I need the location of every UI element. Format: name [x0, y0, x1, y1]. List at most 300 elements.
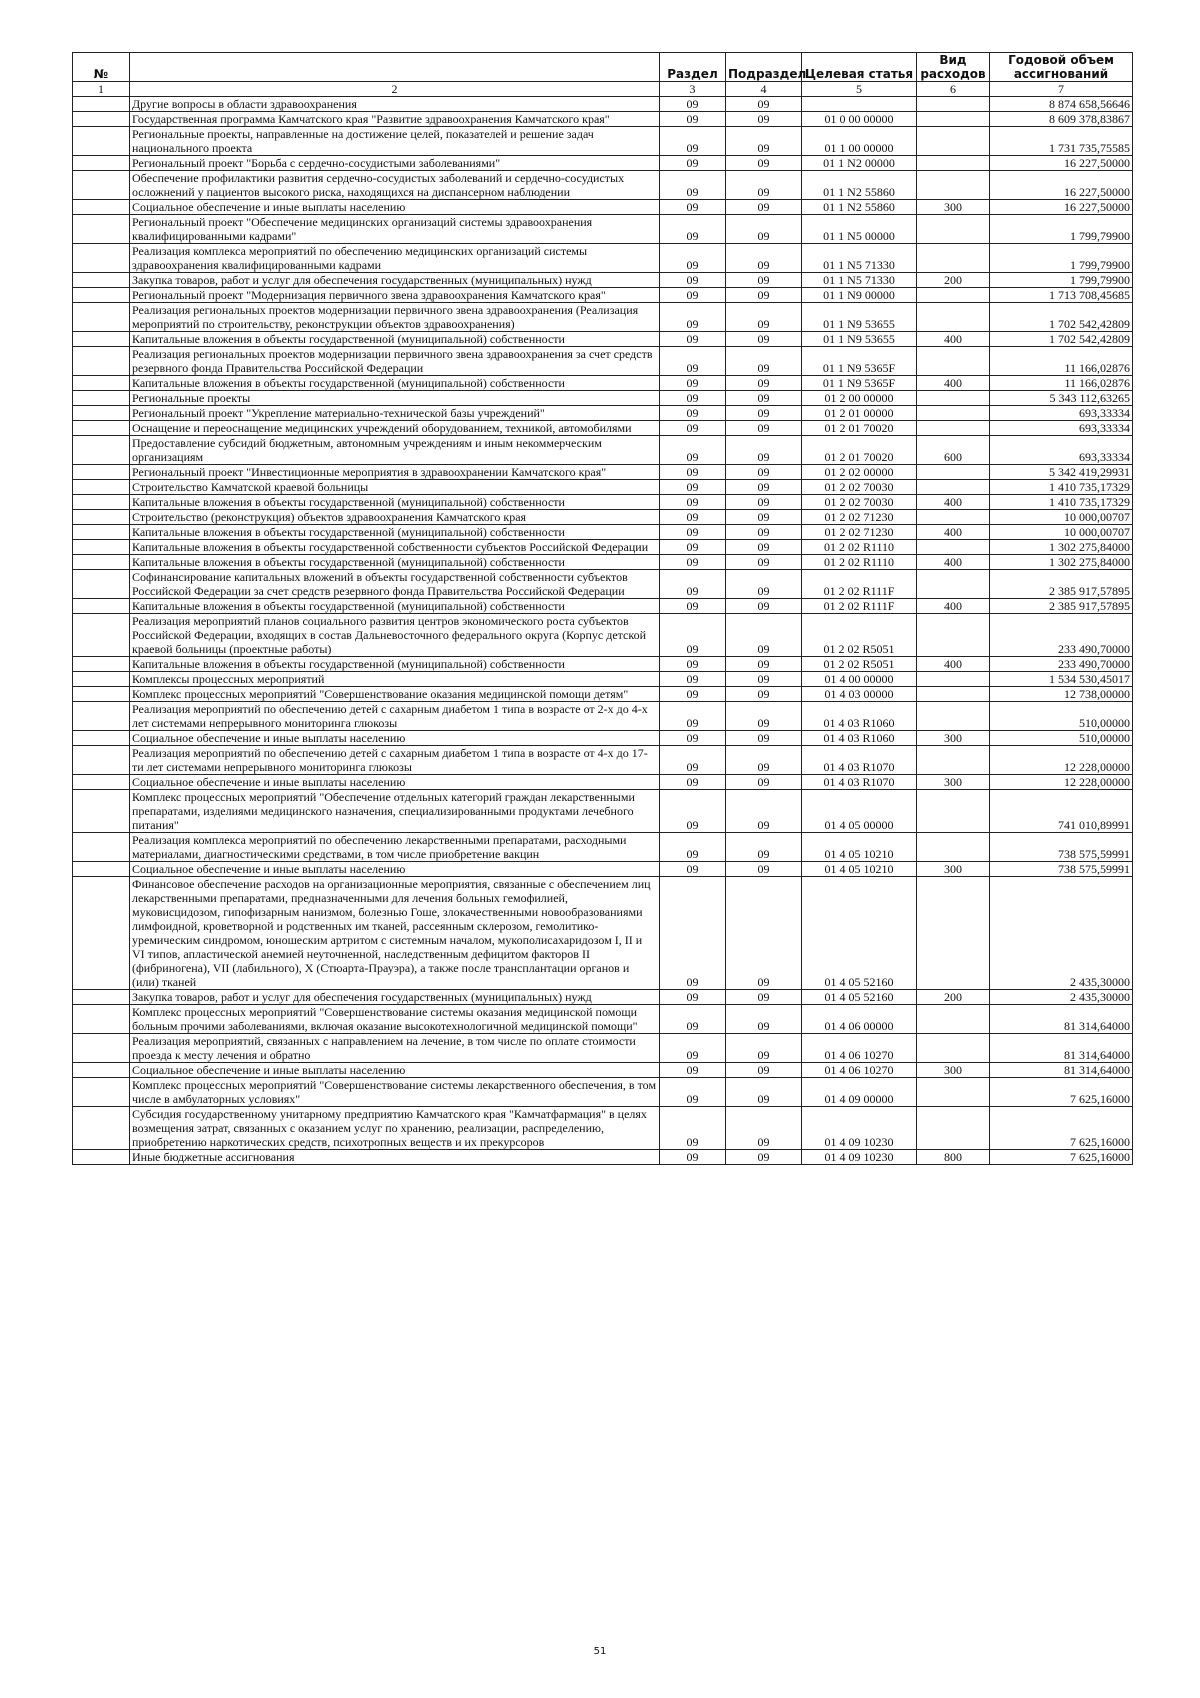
row-target-cell: 01 4 05 10210	[802, 833, 917, 862]
row-name-cell: Социальное обеспечение и иные выплаты населению	[130, 200, 660, 215]
row-name-cell: Реализация мероприятий планов социального развития центров экономического роста субъектов Российской Федерации, входящих в состав Дальневосточного федерального округа (Корпус детской краевой больницы (проектные работы)	[130, 614, 660, 657]
row-amount-cell: 1 799,79900	[990, 244, 1133, 273]
header-number: 7	[990, 82, 1133, 97]
table-row	[73, 273, 1133, 288]
row-amount-cell: 10 000,00707	[990, 510, 1133, 525]
row-amount-cell: 10 000,00707	[990, 525, 1133, 540]
row-number-cell	[73, 877, 130, 990]
row-name-cell: Социальное обеспечение и иные выплаты населению	[130, 775, 660, 790]
row-kind-cell	[917, 347, 990, 376]
row-section-cell: 09	[660, 465, 726, 480]
row-kind-cell: 300	[917, 731, 990, 746]
row-subsection-cell: 09	[726, 877, 802, 990]
table-row	[73, 1005, 1133, 1034]
row-subsection-cell: 09	[726, 171, 802, 200]
row-target-cell: 01 1 N9 00000	[802, 288, 917, 303]
row-name-cell: Закупка товаров, работ и услуг для обеспечения государственных (муниципальных) нужд	[130, 273, 660, 288]
table-row	[73, 1150, 1133, 1165]
table-row	[73, 332, 1133, 347]
row-amount-cell: 510,00000	[990, 731, 1133, 746]
row-number-cell	[73, 1034, 130, 1063]
row-target-cell: 01 4 05 52160	[802, 877, 917, 990]
row-section-cell: 09	[660, 731, 726, 746]
row-section-cell: 09	[660, 156, 726, 171]
row-name-cell: Региональный проект "Обеспечение медицинских организаций системы здравоохранения квалифицированными кадрами"	[130, 215, 660, 244]
row-amount-cell: 81 314,64000	[990, 1005, 1133, 1034]
row-name-cell: Региональные проекты	[130, 391, 660, 406]
row-number-cell	[73, 347, 130, 376]
row-subsection-cell: 09	[726, 775, 802, 790]
row-amount-cell: 11 166,02876	[990, 347, 1133, 376]
row-number-cell	[73, 672, 130, 687]
row-name-cell: Комплекс процессных мероприятий "Совершенствование оказания медицинской помощи детям"	[130, 687, 660, 702]
row-subsection-cell: 09	[726, 391, 802, 406]
row-amount-cell: 12 738,00000	[990, 687, 1133, 702]
row-name-cell: Региональные проекты, направленные на достижение целей, показателей и решение задач национального проекта	[130, 127, 660, 156]
row-amount-cell: 1 534 530,45017	[990, 672, 1133, 687]
row-number-cell	[73, 540, 130, 555]
row-section-cell: 09	[660, 540, 726, 555]
row-subsection-cell: 09	[726, 746, 802, 775]
row-subsection-cell: 09	[726, 862, 802, 877]
row-amount-cell: 1 302 275,84000	[990, 555, 1133, 570]
row-section-cell: 09	[660, 525, 726, 540]
table-row	[73, 421, 1133, 436]
row-target-cell: 01 1 N9 53655	[802, 303, 917, 332]
row-section-cell: 09	[660, 614, 726, 657]
row-amount-cell: 5 342 419,29931	[990, 465, 1133, 480]
row-kind-cell	[917, 570, 990, 599]
header-number: 1	[73, 82, 130, 97]
row-target-cell: 01 1 N5 71330	[802, 273, 917, 288]
row-name-cell: Комплекс процессных мероприятий "Совершенствование системы оказания медицинской помощи больным прочими заболеваниями, включая оказание высокотехнологичной медицинской помощи"	[130, 1005, 660, 1034]
row-name-cell: Региональный проект "Укрепление материально-технической базы учреждений"	[130, 406, 660, 421]
row-target-cell: 01 2 02 R1110	[802, 555, 917, 570]
row-kind-cell	[917, 171, 990, 200]
row-subsection-cell: 09	[726, 1063, 802, 1078]
row-name-cell: Социальное обеспечение и иные выплаты населению	[130, 731, 660, 746]
row-section-cell: 09	[660, 112, 726, 127]
row-name-cell: Иные бюджетные ассигнования	[130, 1150, 660, 1165]
row-number-cell	[73, 480, 130, 495]
table-row	[73, 862, 1133, 877]
row-target-cell: 01 4 09 10230	[802, 1150, 917, 1165]
row-kind-cell	[917, 97, 990, 112]
row-kind-cell	[917, 1107, 990, 1150]
row-target-cell: 01 4 06 10270	[802, 1034, 917, 1063]
row-target-cell: 01 4 03 R1070	[802, 746, 917, 775]
row-subsection-cell: 09	[726, 406, 802, 421]
row-kind-cell: 400	[917, 332, 990, 347]
row-subsection-cell: 09	[726, 244, 802, 273]
row-kind-cell: 400	[917, 495, 990, 510]
row-number-cell	[73, 465, 130, 480]
row-name-cell: Капитальные вложения в объекты государственной (муниципальной) собственности	[130, 599, 660, 614]
row-subsection-cell: 09	[726, 215, 802, 244]
row-kind-cell	[917, 480, 990, 495]
row-name-cell: Оснащение и переоснащение медицинских учреждений оборудованием, техникой, автомобилями	[130, 421, 660, 436]
header-number: 3	[660, 82, 726, 97]
row-number-cell	[73, 614, 130, 657]
row-kind-cell: 400	[917, 657, 990, 672]
row-number-cell	[73, 1150, 130, 1165]
row-section-cell: 09	[660, 687, 726, 702]
table-row	[73, 303, 1133, 332]
row-target-cell: 01 4 09 00000	[802, 1078, 917, 1107]
row-section-cell: 09	[660, 570, 726, 599]
row-target-cell: 01 2 01 00000	[802, 406, 917, 421]
row-name-cell: Капитальные вложения в объекты государственной (муниципальной) собственности	[130, 495, 660, 510]
table-row	[73, 672, 1133, 687]
row-section-cell: 09	[660, 877, 726, 990]
row-number-cell	[73, 200, 130, 215]
row-subsection-cell: 09	[726, 570, 802, 599]
row-kind-cell	[917, 421, 990, 436]
row-name-cell: Строительство Камчатской краевой больницы	[130, 480, 660, 495]
row-section-cell: 09	[660, 421, 726, 436]
row-amount-cell: 8 874 658,56646	[990, 97, 1133, 112]
row-subsection-cell: 09	[726, 990, 802, 1005]
table-row	[73, 833, 1133, 862]
row-kind-cell	[917, 465, 990, 480]
row-kind-cell: 400	[917, 555, 990, 570]
row-amount-cell: 1 799,79900	[990, 273, 1133, 288]
row-amount-cell: 1 799,79900	[990, 215, 1133, 244]
row-target-cell: 01 2 02 70030	[802, 480, 917, 495]
row-name-cell: Реализация комплекса мероприятий по обеспечению медицинских организаций системы здравоохранения квалифицированными кадрами	[130, 244, 660, 273]
row-kind-cell	[917, 687, 990, 702]
table-row	[73, 731, 1133, 746]
row-target-cell: 01 4 06 00000	[802, 1005, 917, 1034]
row-number-cell	[73, 391, 130, 406]
table-row	[73, 347, 1133, 376]
row-section-cell: 09	[660, 406, 726, 421]
row-target-cell: 01 1 N5 71330	[802, 244, 917, 273]
row-subsection-cell: 09	[726, 332, 802, 347]
table-row	[73, 244, 1133, 273]
row-number-cell	[73, 171, 130, 200]
row-name-cell: Реализация региональных проектов модернизации первичного звена здравоохранения за счет средств резервного фонда Правительства Российской Федерации	[130, 347, 660, 376]
row-name-cell: Предоставление субсидий бюджетным, автономным учреждениям и иным некоммерческим организациям	[130, 436, 660, 465]
row-subsection-cell: 09	[726, 702, 802, 731]
row-subsection-cell: 09	[726, 200, 802, 215]
row-amount-cell: 693,33334	[990, 421, 1133, 436]
row-kind-cell	[917, 215, 990, 244]
row-amount-cell: 1 702 542,42809	[990, 332, 1133, 347]
row-target-cell: 01 4 05 00000	[802, 790, 917, 833]
row-number-cell	[73, 376, 130, 391]
row-amount-cell: 2 385 917,57895	[990, 599, 1133, 614]
row-number-cell	[73, 599, 130, 614]
row-target-cell: 01 1 00 00000	[802, 127, 917, 156]
table-row	[73, 687, 1133, 702]
row-target-cell: 01 4 05 52160	[802, 990, 917, 1005]
row-kind-cell	[917, 672, 990, 687]
row-amount-cell: 11 166,02876	[990, 376, 1133, 391]
row-target-cell: 01 2 01 70020	[802, 436, 917, 465]
row-subsection-cell: 09	[726, 790, 802, 833]
row-kind-cell	[917, 127, 990, 156]
row-number-cell	[73, 862, 130, 877]
row-subsection-cell: 09	[726, 731, 802, 746]
row-section-cell: 09	[660, 495, 726, 510]
table-row	[73, 127, 1133, 156]
table-body	[73, 97, 1133, 1165]
row-amount-cell: 7 625,16000	[990, 1150, 1133, 1165]
table-row	[73, 480, 1133, 495]
row-target-cell: 01 4 03 R1060	[802, 731, 917, 746]
row-number-cell	[73, 990, 130, 1005]
row-subsection-cell: 09	[726, 273, 802, 288]
row-subsection-cell: 09	[726, 436, 802, 465]
row-target-cell: 01 0 00 00000	[802, 112, 917, 127]
row-number-cell	[73, 436, 130, 465]
row-number-cell	[73, 510, 130, 525]
header-number: 6	[917, 82, 990, 97]
row-number-cell	[73, 1005, 130, 1034]
row-target-cell: 01 1 N9 5365F	[802, 347, 917, 376]
row-section-cell: 09	[660, 1150, 726, 1165]
row-kind-cell	[917, 244, 990, 273]
row-name-cell: Реализация мероприятий по обеспечению детей с сахарным диабетом 1 типа в возрасте от 4-х до 17-ти лет системами непрерывного мониторинга глюкозы	[130, 746, 660, 775]
row-amount-cell: 81 314,64000	[990, 1034, 1133, 1063]
row-section-cell: 09	[660, 1034, 726, 1063]
header-kind: Вид расходов	[917, 53, 990, 82]
row-kind-cell	[917, 540, 990, 555]
row-amount-cell: 693,33334	[990, 436, 1133, 465]
row-amount-cell: 1 731 735,75585	[990, 127, 1133, 156]
header-no: №	[73, 53, 130, 82]
row-kind-cell	[917, 391, 990, 406]
table-row	[73, 614, 1133, 657]
row-section-cell: 09	[660, 97, 726, 112]
table-row	[73, 775, 1133, 790]
row-amount-cell: 510,00000	[990, 702, 1133, 731]
table-row	[73, 436, 1133, 465]
row-number-cell	[73, 303, 130, 332]
row-number-cell	[73, 1078, 130, 1107]
table-row	[73, 555, 1133, 570]
row-name-cell: Региональный проект "Борьба с сердечно-сосудистыми заболеваниями"	[130, 156, 660, 171]
row-kind-cell: 800	[917, 1150, 990, 1165]
row-kind-cell: 400	[917, 376, 990, 391]
row-section-cell: 09	[660, 303, 726, 332]
row-kind-cell: 400	[917, 525, 990, 540]
row-name-cell: Социальное обеспечение и иные выплаты населению	[130, 862, 660, 877]
table-row	[73, 376, 1133, 391]
row-kind-cell	[917, 406, 990, 421]
row-subsection-cell: 09	[726, 156, 802, 171]
row-subsection-cell: 09	[726, 540, 802, 555]
row-kind-cell	[917, 156, 990, 171]
row-section-cell: 09	[660, 746, 726, 775]
header-amount: Годовой объем ассигнований	[990, 53, 1133, 82]
row-kind-cell: 300	[917, 1063, 990, 1078]
row-name-cell: Комплекс процессных мероприятий "Совершенствование системы лекарственного обеспечения, в том числе в амбулаторных условиях"	[130, 1078, 660, 1107]
table-row	[73, 200, 1133, 215]
table-row	[73, 510, 1133, 525]
row-amount-cell: 1 410 735,17329	[990, 480, 1133, 495]
table-row	[73, 391, 1133, 406]
row-amount-cell: 233 490,70000	[990, 657, 1133, 672]
table-row	[73, 746, 1133, 775]
row-amount-cell: 8 609 378,83867	[990, 112, 1133, 127]
row-name-cell: Комплекс процессных мероприятий "Обеспечение отдельных категорий граждан лекарственными препаратами, изделиями медицинского назначения, специализированными продуктами лечебного питания"	[130, 790, 660, 833]
row-number-cell	[73, 731, 130, 746]
row-section-cell: 09	[660, 1005, 726, 1034]
row-amount-cell: 233 490,70000	[990, 614, 1133, 657]
row-target-cell: 01 4 09 10230	[802, 1107, 917, 1150]
row-kind-cell: 300	[917, 200, 990, 215]
header-number: 4	[726, 82, 802, 97]
row-target-cell: 01 1 N5 00000	[802, 215, 917, 244]
row-target-cell: 01 1 N9 53655	[802, 332, 917, 347]
row-target-cell: 01 2 02 R5051	[802, 614, 917, 657]
row-name-cell: Региональный проект "Модернизация первичного звена здравоохранения Камчатского края"	[130, 288, 660, 303]
table-row	[73, 156, 1133, 171]
row-number-cell	[73, 555, 130, 570]
row-subsection-cell: 09	[726, 288, 802, 303]
row-target-cell: 01 4 05 10210	[802, 862, 917, 877]
table-row	[73, 702, 1133, 731]
row-target-cell: 01 2 02 R5051	[802, 657, 917, 672]
row-section-cell: 09	[660, 171, 726, 200]
row-section-cell: 09	[660, 244, 726, 273]
row-number-cell	[73, 406, 130, 421]
table-row	[73, 97, 1133, 112]
table-row	[73, 288, 1133, 303]
row-number-cell	[73, 495, 130, 510]
row-number-cell	[73, 332, 130, 347]
row-subsection-cell: 09	[726, 510, 802, 525]
row-number-cell	[73, 156, 130, 171]
row-subsection-cell: 09	[726, 555, 802, 570]
row-subsection-cell: 09	[726, 376, 802, 391]
row-section-cell: 09	[660, 200, 726, 215]
row-amount-cell: 2 385 917,57895	[990, 570, 1133, 599]
row-subsection-cell: 09	[726, 347, 802, 376]
table-row	[73, 657, 1133, 672]
row-section-cell: 09	[660, 391, 726, 406]
header-subsection: Подраздел	[726, 53, 802, 82]
row-amount-cell: 2 435,30000	[990, 877, 1133, 990]
row-name-cell: Софинансирование капитальных вложений в объекты государственной собственности субъектов Российской Федерации за счет средств резервного фонда Правительства Российской Федерации	[130, 570, 660, 599]
row-name-cell: Государственная программа Камчатского края "Развитие здравоохранения Камчатского края"	[130, 112, 660, 127]
table-row	[73, 599, 1133, 614]
table-row	[73, 171, 1133, 200]
row-subsection-cell: 09	[726, 127, 802, 156]
row-section-cell: 09	[660, 599, 726, 614]
row-kind-cell	[917, 702, 990, 731]
row-target-cell: 01 2 02 00000	[802, 465, 917, 480]
row-amount-cell: 7 625,16000	[990, 1107, 1133, 1150]
row-amount-cell: 1 302 275,84000	[990, 540, 1133, 555]
row-kind-cell	[917, 877, 990, 990]
table-row	[73, 570, 1133, 599]
row-kind-cell: 300	[917, 775, 990, 790]
row-kind-cell: 200	[917, 273, 990, 288]
row-name-cell: Обеспечение профилактики развития сердечно-сосудистых заболеваний и сердечно-сосудистых осложнений у пациентов высокого риска, находящихся на диспансерном наблюдении	[130, 171, 660, 200]
header-name	[130, 53, 660, 82]
row-target-cell: 01 2 02 71230	[802, 525, 917, 540]
row-amount-cell: 738 575,59991	[990, 833, 1133, 862]
row-section-cell: 09	[660, 775, 726, 790]
row-kind-cell: 600	[917, 436, 990, 465]
row-amount-cell: 741 010,89991	[990, 790, 1133, 833]
row-section-cell: 09	[660, 273, 726, 288]
row-subsection-cell: 09	[726, 672, 802, 687]
row-number-cell	[73, 790, 130, 833]
row-target-cell: 01 1 N2 55860	[802, 200, 917, 215]
header-number: 5	[802, 82, 917, 97]
row-subsection-cell: 09	[726, 833, 802, 862]
row-name-cell: Закупка товаров, работ и услуг для обеспечения государственных (муниципальных) нужд	[130, 990, 660, 1005]
row-number-cell	[73, 421, 130, 436]
row-amount-cell: 2 435,30000	[990, 990, 1133, 1005]
page-number: 51	[593, 1646, 607, 1657]
row-amount-cell: 16 227,50000	[990, 200, 1133, 215]
row-subsection-cell: 09	[726, 421, 802, 436]
row-section-cell: 09	[660, 555, 726, 570]
row-kind-cell	[917, 746, 990, 775]
row-number-cell	[73, 687, 130, 702]
row-name-cell: Реализация мероприятий по обеспечению детей с сахарным диабетом 1 типа в возрасте от 2-х до 4-х лет системами непрерывного мониторинга глюкозы	[130, 702, 660, 731]
table-row	[73, 1034, 1133, 1063]
row-target-cell: 01 4 03 R1060	[802, 702, 917, 731]
row-target-cell: 01 4 06 10270	[802, 1063, 917, 1078]
row-target-cell: 01 2 02 R111F	[802, 599, 917, 614]
row-name-cell: Другие вопросы в области здравоохранения	[130, 97, 660, 112]
row-subsection-cell: 09	[726, 1078, 802, 1107]
row-section-cell: 09	[660, 376, 726, 391]
row-target-cell: 01 2 00 00000	[802, 391, 917, 406]
row-name-cell: Капитальные вложения в объекты государственной (муниципальной) собственности	[130, 555, 660, 570]
row-amount-cell: 693,33334	[990, 406, 1133, 421]
row-section-cell: 09	[660, 127, 726, 156]
row-section-cell: 09	[660, 833, 726, 862]
row-section-cell: 09	[660, 790, 726, 833]
row-number-cell	[73, 112, 130, 127]
header-target: Целевая статья	[802, 53, 917, 82]
row-amount-cell: 1 713 708,45685	[990, 288, 1133, 303]
row-kind-cell	[917, 1005, 990, 1034]
row-kind-cell	[917, 510, 990, 525]
header-number: 2	[130, 82, 660, 97]
row-amount-cell: 12 228,00000	[990, 775, 1133, 790]
budget-document	[72, 52, 1132, 1165]
row-section-cell: 09	[660, 672, 726, 687]
row-target-cell	[802, 97, 917, 112]
row-amount-cell: 738 575,59991	[990, 862, 1133, 877]
row-kind-cell	[917, 1078, 990, 1107]
row-subsection-cell: 09	[726, 465, 802, 480]
row-number-cell	[73, 97, 130, 112]
row-section-cell: 09	[660, 702, 726, 731]
table-row	[73, 495, 1133, 510]
row-target-cell: 01 2 02 R111F	[802, 570, 917, 599]
row-amount-cell: 16 227,50000	[990, 156, 1133, 171]
row-kind-cell: 400	[917, 599, 990, 614]
row-section-cell: 09	[660, 1107, 726, 1150]
row-subsection-cell: 09	[726, 1107, 802, 1150]
row-section-cell: 09	[660, 347, 726, 376]
row-subsection-cell: 09	[726, 480, 802, 495]
row-section-cell: 09	[660, 480, 726, 495]
row-number-cell	[73, 127, 130, 156]
row-amount-cell: 16 227,50000	[990, 171, 1133, 200]
row-section-cell: 09	[660, 436, 726, 465]
row-subsection-cell: 09	[726, 657, 802, 672]
